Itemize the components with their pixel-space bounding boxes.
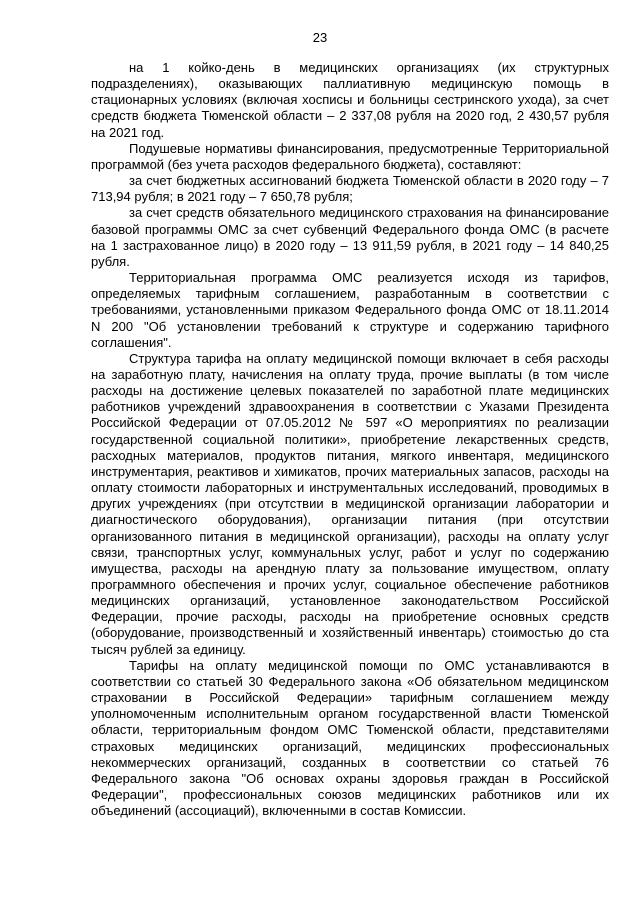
document-body [91,60,609,819]
paragraph: Структура тарифа на оплату медицинской помощи включает в себя расходы на заработную плату, начисления на оплату труда, прочие выплаты (в том числе расходы на достижение целевых показателей по заработной плате медицинских работников учреждений здравоохранения в соответствии с Указами Президента Российской Федерации от 07.05.2012 № 597 «О мероприятиях по реализации государственной социальной политики», приобретение лекарственных средств, расходных материалов, продуктов питания, мягкого инвентаря, медицинского инструментария, реактивов и химикатов, прочих материальных запасов, расходы на оплату стоимости лабораторных и инструментальных исследований, проводимых в других учреждениях (при отсутствии в медицинской организации лаборатории и диагностического оборудования), организации питания (при отсутствии организованного питания в медицинской организации), расходы на оплату услуг связи, транспортных услуг, коммунальных услуг, работ и услуг по содержанию имущества, расходы на арендную плату за пользование имуществом, оплату программного обеспечения и прочих услуг, социальное обеспечение работников медицинских организаций, установленное законодательством Российской Федерации, прочие расходы, расходы на приобретение основных средств (оборудование, производственный и хозяйственный инвентарь) стоимостью до ста тысяч рублей за единицу. [91,350,609,657]
paragraph: Подушевые нормативы финансирования, предусмотренные Территориальной программой (без учета расходов федерального бюджета), составляют: [91,140,609,172]
paragraph: за счет средств обязательного медицинского страхования на финансирование базовой программы ОМС за счет субвенций Федерального фонда ОМС (в расчете на 1 застрахованное лицо) в 2020 году – 13 911,59 рубля, в 2021 году – 14 840,25 рубля. [91,205,609,269]
paragraph: Тарифы на оплату медицинской помощи по ОМС устанавливаются в соответствии со статьей 30 Федерального закона «Об обязательном медицинском страховании в Российской Федерации» тарифным соглашением между уполномоченным исполнительным органом государственной власти Тюменской области, территориальным фондом ОМС Тюменской области, представителями страховых медицинских организаций, медицинских профессиональных некоммерческих организаций, созданных в соответствии со статьей 76 Федерального закона "Об основах охраны здоровья граждан в Российской Федерации", профессиональных союзов медицинских работников или их объединений (ассоциаций), включенными в состав Комиссии. [91,657,609,819]
paragraph: Территориальная программа ОМС реализуется исходя из тарифов, определяемых тарифным соглашением, разработанным в соответствии с требованиями, установленными приказом Федерального фонда ОМС от 18.11.2014 N 200 "Об установлении требований к структуре и содержанию тарифного соглашения". [91,270,609,350]
paragraph: за счет бюджетных ассигнований бюджета Тюменской области в 2020 году – 7 713,94 рубля; в 2021 году – 7 650,78 рубля; [91,173,609,205]
page-number: 23 [312,30,328,45]
paragraph-continued: на 1 койко-день в медицинских организациях (их структурных подразделениях), оказывающих паллиативную медицинскую помощь в стационарных условиях (включая хосписы и больницы сестринского ухода), за счет средств бюджета Тюменской области – 2 337,08 рубля на 2020 год, 2 430,57 рубля на 2021 год. [91,60,609,140]
